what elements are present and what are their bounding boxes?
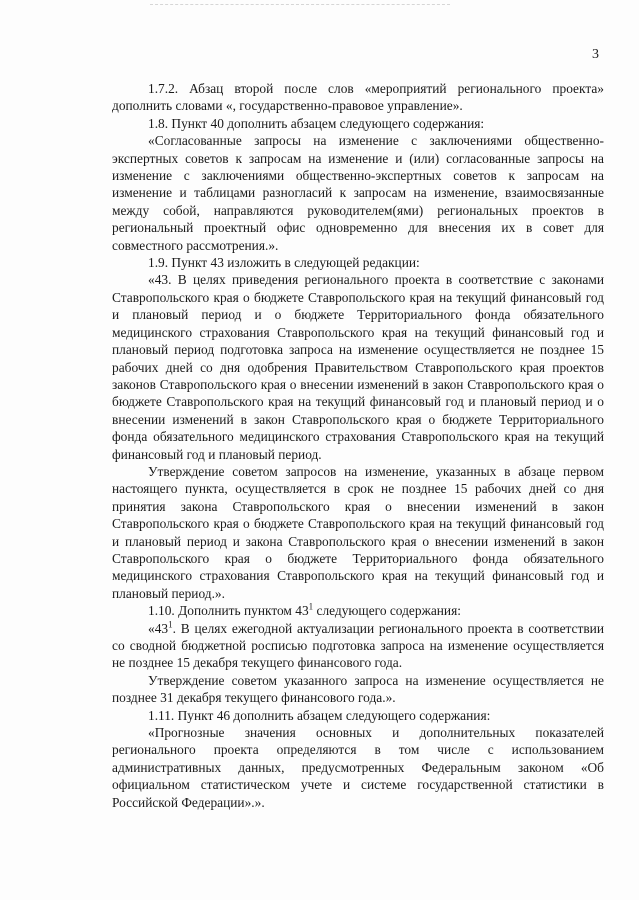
paragraph-1-9: 1.9. Пункт 43 изложить в следующей редакции: (148, 255, 420, 271)
paragraph-1-8: 1.8. Пункт 40 дополнить абзацем следующего содержания: (148, 115, 485, 131)
paragraph-1-11: 1.11. Пункт 46 дополнить абзацем следующего содержания: (148, 707, 491, 723)
page-number: 3 (592, 47, 599, 62)
superscript: 1 (308, 601, 314, 612)
text-fragment: «43 (148, 620, 169, 636)
paragraph-point-43-1 (112, 620, 604, 672)
paragraph-1-7-2: 1.7.2. Абзац второй после слов «мероприятий регионального проекта» дополнить словами «, государственно-правовое управление». (112, 81, 604, 114)
text-fragment: . В целях ежегодной актуализации регионального проекта в соответствии со сводной бюджетной росписью подготовка запроса на изменение осуществляется не позднее 15 декабря текущего финансового года. (112, 620, 604, 671)
paragraph-point-43: «43. В целях приведения регионального проекта в соответствие с законами Ставропольского края о бюджете Ставропольского края на текущий финансовый год и плановый период и о бюджете Территориального фонда обязательного медицинского страхования Ставропольского края на текущий финансовый год и плановый период подготовка запроса на изменение осуществляется не позднее 15 рабочих дней со дня одобрения Правительством Ставропольского края проектов законов Ставропольского края о внесении изменений в закон Ставропольского края о бюджете Ставропольского края на текущий финансовый год и плановый период и о внесении изменений в закон Ставропольского края о бюджете Территориального фонда обязательного медицинского страхования Ставропольского края на текущий финансовый год и плановый период. (112, 272, 604, 462)
superscript: 1 (168, 619, 173, 630)
text-fragment: следующего содержания: (313, 603, 461, 619)
text-fragment: 1.10. Дополнить пунктом 43 (148, 603, 309, 619)
paragraph-quote-agreed-requests: «Согласованные запросы на изменение с заключениями общественно-экспертных советов к запросам на изменение и (или) согласованные запросы на изменение с заключениями общественно-экспертных советов к запросам на изменение и таблицами разногласий к запросам на изменение, взаимосвязанные между собой, направляются руководителем(ями) региональных проектов в региональный проектный офис одновременно для внесения их в совет для совместного рассмотрения.». (112, 133, 604, 253)
document-body (112, 80, 604, 811)
paragraph-approval-deadline: Утверждение советом указанного запроса на изменение осуществляется не позднее 31 декабря текущего финансового года.». (112, 672, 604, 706)
paragraph-forecast-values: «Прогнозные значения основных и дополнительных показателей регионального проекта определяются в том числе с использованием административных данных, предусмотренных Федеральным законом «Об официальном статистическом учете и системе государственной статистики в Российской Федерации».». (112, 725, 604, 810)
paragraph-approval-by-council: Утверждение советом запросов на изменение, указанных в абзаце первом настоящего пункта, осуществляется в срок не позднее 15 рабочих дней со дня принятия закона Ставропольского края о внесении изменений в закон Ставропольского края о бюджете Ставропольского края на текущий финансовый год и плановый период и закона Ставропольского края о внесении изменений в закон Ставропольского края о бюджете Территориального фонда обязательного медицинского страхования Ставропольского края на текущий финансовый год и плановый период.». (112, 463, 604, 601)
paragraph-1-10 (112, 602, 604, 619)
scan-artifact (150, 4, 450, 8)
